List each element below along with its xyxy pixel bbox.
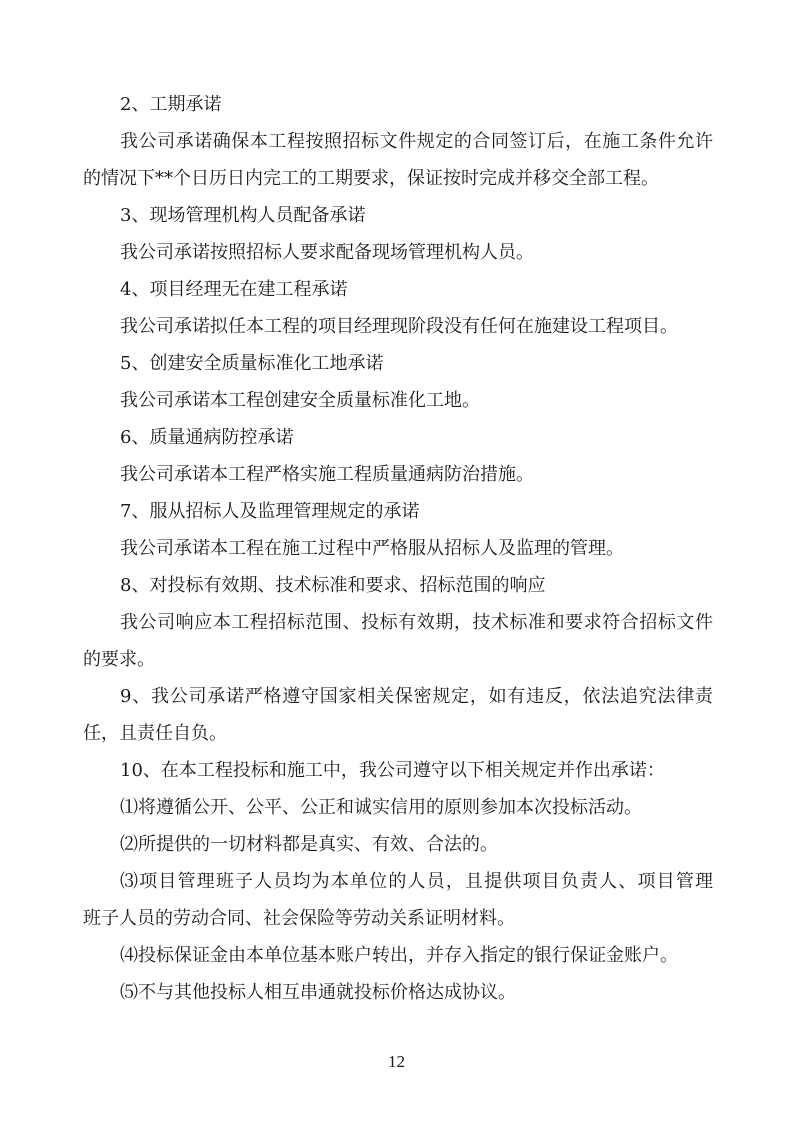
paragraph-line: 任，且责任自负。: [83, 723, 227, 744]
list-item: ⑵所提供的一切材料都是真实、有效、合法的。: [120, 834, 498, 855]
paragraph-line: 我公司承诺本工程严格实施工程质量通病防治措施。: [120, 464, 534, 485]
paragraph-line: 我公司承诺确保本工程按照招标文件规定的合同签订后，在施工条件允许: [120, 131, 713, 152]
paragraph-line: 9、我公司承诺严格遵守国家相关保密规定，如有违反，依法追究法律责: [120, 686, 713, 707]
paragraph-line: 的要求。: [83, 649, 155, 670]
section-heading-quality-defects: 6、质量通病防控承诺: [120, 427, 294, 448]
list-item-continuation: 班子人员的劳动合同、社会保险等劳动关系证明材料。: [83, 908, 515, 929]
list-item: ⑸不与其他投标人相互串通就投标价格达成协议。: [120, 982, 516, 1003]
section-heading-safety-quality: 5、创建安全质量标准化工地承诺: [120, 353, 384, 374]
paragraph-line: 我公司承诺本工程创建安全质量标准化工地。: [120, 390, 480, 411]
page-number: 12: [388, 1052, 405, 1071]
list-item: ⑷投标保证金由本单位基本账户转出，并存入指定的银行保证金账户。: [120, 945, 678, 966]
document-body: [83, 86, 713, 1011]
paragraph-line: 我公司承诺本工程在施工过程中严格服从招标人及监理的管理。: [120, 538, 624, 559]
section-heading-schedule: 2、工期承诺: [120, 94, 222, 115]
list-item: ⑶项目管理班子人员均为本单位的人员，且提供项目负责人、项目管理: [120, 871, 713, 892]
paragraph-line: 的情况下**个日历日内完工的工期要求，保证按时完成并移交全部工程。: [83, 168, 659, 189]
section-heading-commitments: 10、在本工程投标和施工中，我公司遵守以下相关规定并作出承诺：: [120, 760, 665, 781]
paragraph-line: 我公司响应本工程招标范围、投标有效期，技术标准和要求符合招标文件: [120, 612, 713, 633]
list-item: ⑴将遵循公开、公平、公正和诚实信用的原则参加本次投标活动。: [120, 797, 642, 818]
paragraph-line: 我公司承诺按照招标人要求配备现场管理机构人员。: [120, 242, 534, 263]
section-heading-supervision: 7、服从招标人及监理管理规定的承诺: [120, 501, 420, 522]
paragraph-line: 我公司承诺拟任本工程的项目经理现阶段没有任何在施建设工程项目。: [120, 316, 678, 337]
section-heading-project-manager: 4、项目经理无在建工程承诺: [120, 279, 348, 300]
section-heading-staffing: 3、现场管理机构人员配备承诺: [120, 205, 366, 226]
section-heading-response: 8、对投标有效期、技术标准和要求、招标范围的响应: [120, 575, 546, 596]
